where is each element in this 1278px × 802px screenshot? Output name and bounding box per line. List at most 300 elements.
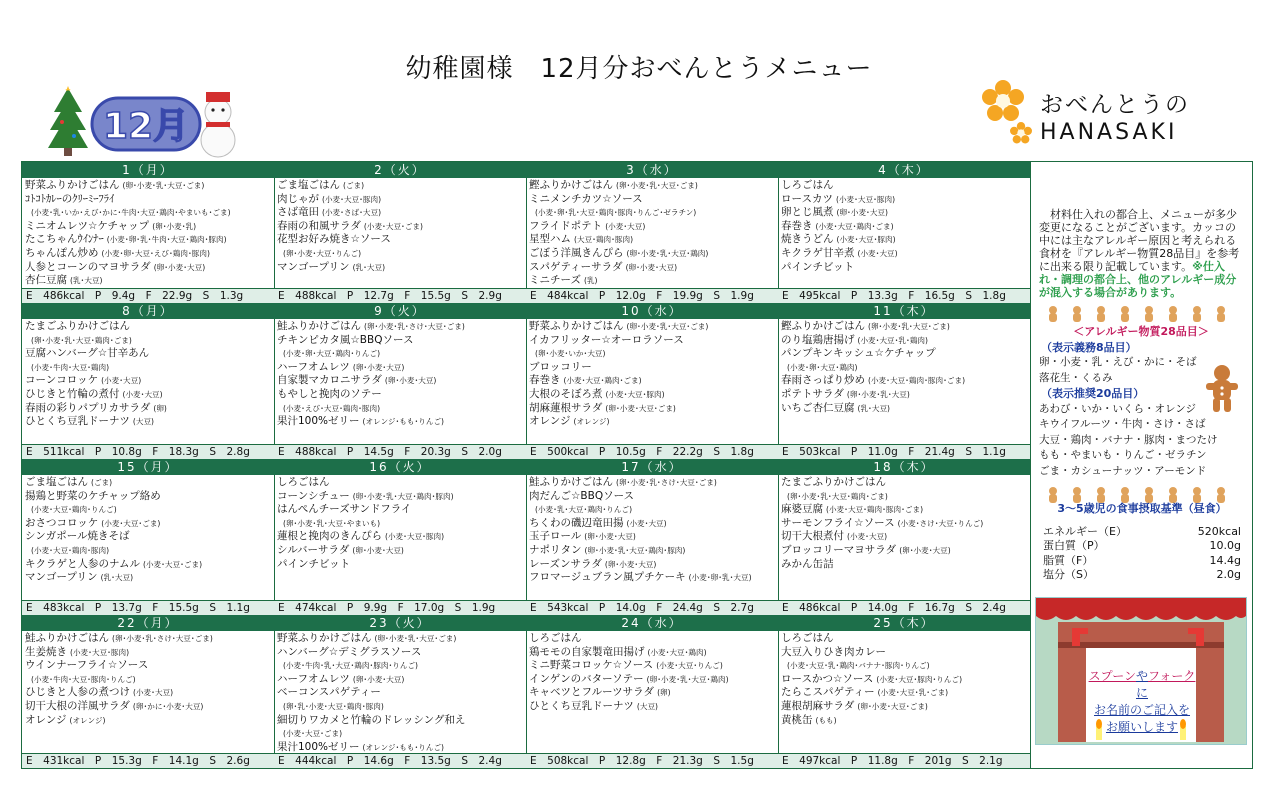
- dish-name: 杏仁豆腐: [25, 274, 67, 287]
- dish-name: ひじきと人参の煮つけ: [25, 686, 130, 699]
- allergen-note: (卵･小麦･乳): [152, 221, 197, 231]
- dish-name: いちご杏仁豆腐: [781, 401, 855, 414]
- menu-item: [25, 686, 274, 700]
- menu-items: [22, 631, 274, 727]
- menu-item: [781, 544, 1030, 558]
- dish-name: キクラゲ甘辛煮: [781, 246, 855, 259]
- dish-name: インゲンのバターソテー: [529, 672, 644, 685]
- recommended-line-3: 大豆・鶏肉・バナナ・豚肉・まつたけ: [1039, 433, 1218, 446]
- menu-item: [25, 714, 274, 728]
- menu-item: [277, 558, 526, 572]
- menu-item: [25, 632, 274, 646]
- nutrition-row: E 474kcal P 9.9g F 17.0g S 1.9g: [274, 600, 526, 615]
- menu-item: [277, 233, 526, 247]
- menu-item: [529, 476, 778, 490]
- allergen-note: (もも): [815, 715, 837, 725]
- menu-item: [781, 632, 1030, 646]
- dish-name: ポテトサラダ: [781, 387, 844, 400]
- allergen-note: (小麦･大豆･豚肉): [322, 194, 382, 204]
- menu-item: [25, 530, 274, 544]
- menu-item: [277, 646, 526, 660]
- menu-item: [277, 632, 526, 646]
- menu-item: [781, 233, 1030, 247]
- allergen-note: (乳): [583, 276, 598, 286]
- menu-item: [25, 476, 274, 490]
- menu-item: [277, 673, 526, 687]
- recommended-line-2: キウイフルーツ・牛肉・さけ・さば: [1039, 418, 1206, 430]
- allergen-note: (小麦･大豆･豚肉): [70, 647, 130, 657]
- allergen-note: (卵･小麦･大豆): [625, 262, 678, 272]
- menu-item: [25, 558, 274, 572]
- dish-name: マンゴープリン: [277, 260, 350, 273]
- menu-item: [781, 558, 1030, 572]
- menu-item: [529, 247, 778, 261]
- dish-name: ちゃんぽん炒め: [25, 246, 99, 259]
- badge-text: 12月: [102, 106, 190, 147]
- menu-item: [781, 206, 1030, 220]
- menu-item: [25, 233, 274, 247]
- menu-item: [781, 193, 1030, 207]
- day-cell: [22, 162, 275, 303]
- allergen-note: (小麦･大豆･鶏肉･豚肉･ごま): [868, 376, 966, 386]
- nutrition-row: E 486kcal P 9.4g F 22.9g S 1.3g: [22, 288, 274, 303]
- menu-item: [25, 646, 274, 660]
- notice-warning: ※仕入れ・調理の都合上、他のアレルギー成分が混入する場合があります。: [1039, 260, 1237, 299]
- menu-item: [277, 261, 526, 275]
- dish-name: しろごはん: [781, 179, 834, 191]
- allergen-note: (小麦･卵･大豆･鶏肉･りんご): [283, 349, 381, 359]
- allergen-note: (小麦･大豆･ごま): [142, 559, 203, 569]
- dish-name: ベーコンスパゲティー: [277, 686, 381, 699]
- day-cell: [274, 459, 527, 615]
- menu-item: [781, 374, 1030, 388]
- dish-name: コーンシチュー: [277, 489, 350, 502]
- menu-item: [781, 388, 1030, 402]
- day-header: 2（火）: [274, 162, 526, 178]
- dish-name: 野菜ふりかけごはん: [529, 320, 624, 332]
- allergen-note: (卵･小麦･大豆･りんご): [283, 248, 362, 258]
- menu-item: [25, 415, 274, 429]
- dish-name: オレンジ: [529, 415, 571, 428]
- menu-items: [274, 178, 526, 274]
- dish-name: ｺﾄｺﾄｶﾚｰのｸﾘｰﾐｰﾌﾗｲ: [25, 192, 115, 205]
- menu-item: [781, 646, 1030, 660]
- menu-item: [781, 686, 1030, 700]
- allergen-note: (小麦･大豆･ごま): [363, 221, 423, 231]
- allergen-note: (卵･小麦･乳･大豆･ごま): [122, 181, 205, 190]
- menu-item: [529, 320, 778, 334]
- menu-grid: [21, 161, 1031, 769]
- allergen-note: (オレンジ): [573, 417, 610, 427]
- dish-name: ごま塩ごはん: [277, 179, 340, 191]
- allergen-note: (卵･小麦･乳･大豆･鶏肉･ごま): [31, 335, 132, 345]
- allergen-note: (小麦･大豆): [133, 688, 174, 698]
- day-header: 18（木）: [778, 459, 1030, 475]
- dish-name: 春巻き: [529, 374, 561, 387]
- allergen-note: (卵･小麦･大豆): [352, 545, 404, 555]
- menu-item: [277, 374, 526, 388]
- day-cell: [526, 303, 779, 459]
- dish-name: 野菜ふりかけごはん: [25, 179, 120, 191]
- menu-item: [781, 347, 1030, 361]
- allergen-note: (小麦･えび･大豆･鶏肉･豚肉): [283, 403, 381, 413]
- menu-item: [781, 476, 1030, 490]
- allergen-note: (卵･小麦･乳･さけ･大豆･ごま): [616, 478, 717, 487]
- dish-name: 鰹ふりかけごはん: [529, 179, 613, 191]
- flower-small-icon: [1010, 122, 1032, 144]
- nutrition-row: E 500kcal P 10.5g F 22.2g S 1.8g: [526, 444, 778, 459]
- dish-name: 春雨の和風サラダ: [277, 219, 361, 232]
- dish-name: オレンジ: [25, 713, 67, 726]
- dish-name: しろごはん: [529, 632, 582, 644]
- dish-name: 星型ハム: [529, 233, 571, 246]
- menu-item: [25, 490, 274, 504]
- dish-name: 鮭ふりかけごはん: [529, 476, 613, 488]
- menu-item: [781, 220, 1030, 234]
- day-header: 9（火）: [274, 303, 526, 319]
- dish-name: みかん缶詰: [781, 557, 834, 570]
- day-cell: [526, 615, 779, 768]
- allergen-note: (小麦･卵･乳･大豆): [688, 573, 752, 583]
- dish-name: 切干大根煮付: [781, 530, 844, 543]
- logo-line1: おべんとうの: [1040, 92, 1190, 118]
- day-header: 10（水）: [526, 303, 778, 319]
- allergen-note: (卵･小麦･乳･大豆･やまいも): [283, 518, 381, 528]
- menu-item: [529, 530, 778, 544]
- allergen-note: (小麦･大豆･鶏肉･りんご): [31, 505, 117, 515]
- menu-items: [526, 631, 778, 714]
- allergen-note: (卵･小麦･大豆): [352, 362, 405, 372]
- menu-item: [25, 220, 274, 234]
- menu-item: [529, 686, 778, 700]
- menu-item: [25, 700, 274, 714]
- info-panel: [1029, 161, 1253, 769]
- dish-name: コーンコロッケ: [25, 374, 99, 387]
- menu-items: [22, 475, 274, 585]
- notice-text: 材料仕入れの都合上、メニューが多少変更になることがございます。カッコの中には主なアレルギー原因と考えられる食材を『アレルギー物質28品目』を参考に出来る限り記載しています。: [1039, 208, 1240, 273]
- allergen-note: (乳･大豆): [100, 573, 134, 583]
- allergen-note: (卵･小麦･乳･さけ･大豆･ごま): [364, 322, 465, 331]
- recommended-line-5: ごま・カシューナッツ・アーモンド: [1039, 464, 1207, 477]
- menu-item: [25, 374, 274, 388]
- dish-name: ごま塩ごはん: [25, 476, 88, 488]
- menu-items: [274, 475, 526, 571]
- menu-item: [529, 517, 778, 531]
- menu-item: [529, 700, 778, 714]
- allergen-note: (小麦･大豆･鶏肉･ごま): [815, 221, 894, 231]
- nutrition-row: E 511kcal P 10.8g F 18.3g S 2.8g: [22, 444, 274, 459]
- allergen-note: (小麦･乳･大豆･鶏肉･りんご): [535, 505, 633, 515]
- intake-title: 3～5歳児の食事摂取基準（昼食）: [1057, 502, 1227, 515]
- dish-name: ミニメンチカツ☆ソース: [529, 192, 643, 205]
- menu-item: [781, 714, 1030, 728]
- menu-item: [25, 347, 274, 361]
- dish-name: 果汁100%ゼリー: [277, 415, 360, 428]
- menu-item: [529, 632, 778, 646]
- menu-item: [277, 220, 526, 234]
- page-title: 幼稚園様 12月分おべんとうメニュー: [405, 54, 873, 84]
- nutrition-row: E 488kcal P 14.5g F 20.3g S 2.0g: [274, 444, 526, 459]
- nutrition-row: E 508kcal P 12.8g F 21.3g S 1.5g: [526, 753, 778, 768]
- menu-items: [526, 319, 778, 429]
- day-cell: [22, 303, 275, 459]
- menu-item: [529, 261, 778, 275]
- allergen-note: (小麦･卵･乳･大豆･鶏肉･豚肉･りんご･ゼラチン): [535, 208, 697, 218]
- allergen-note: (小麦･大豆): [101, 376, 142, 386]
- dish-name: たまごふりかけごはん: [781, 476, 886, 488]
- menu-item: [277, 415, 526, 429]
- logo-line2: HANASAKI: [1040, 120, 1178, 145]
- nutrition-row: E 444kcal P 14.6g F 13.5g S 2.4g: [274, 753, 526, 768]
- dish-name: シンガポール焼きそば: [25, 530, 130, 543]
- menu-item: [529, 193, 778, 207]
- menu-item: [529, 334, 778, 348]
- nutrition-row: E 497kcal P 11.8g F 201g S 2.1g: [778, 753, 1030, 768]
- menu-item: [277, 476, 526, 490]
- allergen-note: (小麦･大豆･鶏肉): [647, 647, 707, 657]
- dish-name: もやしと挽肉のソテー: [277, 387, 382, 400]
- mandatory-title: （表示義務8品目）: [1041, 340, 1137, 354]
- day-cell: [778, 615, 1030, 768]
- allergen-note: (卵･小麦･乳･大豆･ごま): [626, 322, 709, 331]
- dish-name: しろごはん: [781, 632, 834, 644]
- intake-row: 塩分（S） 2.0g: [1043, 568, 1241, 581]
- dish-name: ロースカツ: [781, 192, 833, 205]
- allergen-note: (卵･小麦･大豆): [584, 532, 636, 542]
- day-cell: [778, 303, 1030, 459]
- hanasaki-logo: [982, 80, 1222, 150]
- dish-name: ひじきと竹輪の煮付: [25, 387, 120, 400]
- menu-item: [781, 700, 1030, 714]
- snowman-icon: [201, 92, 235, 157]
- allergen-note: (小麦･大豆): [847, 532, 888, 542]
- menu-item: [277, 490, 526, 504]
- day-header: 3（水）: [526, 162, 778, 178]
- allergen-note: (小麦･大豆･豚肉･りんご): [876, 674, 963, 684]
- dish-name: 生姜焼き: [25, 645, 67, 658]
- allergen-note: (小麦･大豆･乳･ごま): [877, 688, 949, 698]
- allergen-note: (小麦･卵･大豆･鶏肉): [787, 362, 858, 372]
- dish-name: 揚鶏と野菜のケチャップ絡め: [25, 489, 161, 502]
- allergen-note: (大豆): [132, 417, 155, 427]
- allergen-note: (卵･小麦･いか･大豆): [535, 349, 606, 359]
- dish-name: ミニ野菜コロッケ☆ソース: [529, 659, 654, 672]
- allergen-note: (卵･小麦･大豆): [604, 559, 657, 569]
- allergen-note: (オレンジ･もも･りんご): [362, 417, 445, 427]
- allergen-note: (卵･小麦･乳･大豆･鶏肉･豚肉): [584, 545, 686, 555]
- recommended-line-1: あわび・いか・いくら・オレンジ: [1039, 402, 1196, 415]
- allergen-note: (小麦･大豆): [122, 389, 163, 399]
- fireplace-poster: [1035, 597, 1247, 745]
- menu-item: [277, 361, 526, 375]
- allergen-note: (小麦･牛肉･大豆･豚肉･りんご): [31, 674, 136, 684]
- allergen-note: (小麦･大豆): [626, 518, 667, 528]
- dish-name: フライドポテト: [529, 219, 603, 232]
- dish-name: ひとくち豆乳ドーナツ: [25, 415, 130, 428]
- day-cell: [778, 459, 1030, 615]
- day-cell: [526, 162, 779, 303]
- allergen-note: (卵･乳･小麦･大豆･鶏肉･豚肉): [283, 701, 384, 711]
- dish-name: パインチビット: [781, 260, 855, 273]
- dish-name: ロースかつ☆ソース: [781, 672, 874, 685]
- allergen-note: (ごま): [91, 478, 113, 487]
- dish-name: 鶏モモの自家製竜田揚げ: [529, 645, 645, 658]
- allergen-note: (卵･小麦･乳･大豆): [846, 389, 910, 399]
- allergen-box: [1035, 304, 1247, 505]
- menu-item: [277, 503, 526, 517]
- day-cell: [22, 615, 275, 768]
- menu-item: [529, 490, 778, 504]
- dish-name: 焼きうどん: [781, 233, 834, 246]
- menu-item: [529, 374, 778, 388]
- allergen-note: (小麦･大豆･りんご): [656, 661, 723, 671]
- dish-name: 胡麻蓮根サラダ: [529, 401, 603, 414]
- allergen-note: (乳･大豆): [70, 276, 103, 286]
- allergen-note: (オレンジ･もも･りんご): [362, 742, 445, 752]
- dish-name: ひとくち豆乳ドーナツ: [529, 699, 634, 712]
- allergen-note: (小麦･さけ･大豆･りんご): [897, 518, 984, 528]
- allergen-title: ＜アレルギー物質28品目＞: [1073, 325, 1209, 338]
- allergen-note: (大豆): [636, 701, 659, 711]
- menu-item: [529, 179, 778, 193]
- dish-name: 卵とじ風煮: [781, 206, 834, 219]
- allergen-note: (小麦･大豆): [857, 248, 898, 258]
- menu-item: [529, 558, 778, 572]
- allergen-note: (小麦･大豆･鶏肉･ごま): [563, 376, 642, 386]
- nutrition-row: E 488kcal P 12.7g F 15.5g S 2.9g: [274, 288, 526, 303]
- dish-name: キャベツとフルーツサラダ: [529, 686, 655, 699]
- dish-name: マンゴープリン: [25, 571, 98, 584]
- allergen-note: (小麦･大豆･乳･鶏肉･バナナ･豚肉･りんご): [787, 661, 930, 671]
- recommended-title: （表示推奨20品目）: [1041, 387, 1145, 400]
- day-header: 1（月）: [22, 162, 274, 178]
- allergen-note: (小麦･牛肉･大豆･鶏肉): [31, 362, 110, 372]
- allergen-note: (小麦･大豆･豚肉): [385, 532, 445, 542]
- dish-name: ブロッコリーマヨサラダ: [781, 543, 897, 556]
- menu-item: [529, 388, 778, 402]
- intake-row: 脂質（F） 14.4g: [1043, 553, 1241, 567]
- menu-item: [25, 320, 274, 334]
- dish-name: はんぺんチーズサンドフライ: [277, 503, 412, 516]
- allergen-note: (卵･小麦･乳･大豆･鶏肉): [626, 248, 709, 258]
- dish-name: 蓮根と挽肉のきんぴら: [277, 530, 382, 543]
- dish-name: たまごふりかけごはん: [25, 320, 130, 332]
- allergen-note: (卵･小麦･乳･大豆･鶏肉･ごま): [787, 491, 888, 501]
- menu-item: [25, 659, 274, 673]
- day-cell: [22, 459, 275, 615]
- day-header: 15（月）: [22, 459, 274, 475]
- menu-item: [529, 220, 778, 234]
- dish-name: 鮭ふりかけごはん: [25, 632, 109, 644]
- allergen-note: (卵･かに･小麦･大豆): [132, 701, 204, 711]
- allergen-note: (卵･小麦･乳･大豆･鶏肉･豚肉): [352, 491, 454, 501]
- menu-item: [277, 388, 526, 402]
- allergen-note: (卵･小麦･乳･大豆･鶏肉): [646, 674, 729, 684]
- menu-item: [781, 517, 1030, 531]
- dish-name: おさつコロッケ: [25, 516, 99, 529]
- nutrition-row: E 495kcal P 13.3g F 16.5g S 1.8g: [778, 288, 1030, 303]
- dish-name: スパゲティーサラダ: [529, 260, 623, 273]
- allergen-note: (卵･小麦･大豆): [899, 545, 951, 555]
- dish-name: 自家製マカロニサラダ: [277, 374, 382, 387]
- december-badge: [48, 86, 238, 158]
- nutrition-row: E 503kcal P 11.0g F 21.4g S 1.1g: [778, 444, 1030, 459]
- menu-item: [277, 530, 526, 544]
- menu-item: [529, 415, 778, 429]
- intake-standard: [1037, 502, 1247, 583]
- day-cell: [526, 459, 779, 615]
- menu-item: [529, 659, 778, 673]
- menu-item: [529, 361, 778, 375]
- menu-item: [277, 544, 526, 558]
- dish-name: 鰹ふりかけごはん: [781, 320, 865, 332]
- dish-name: ミニオムレツ☆ケチャップ: [25, 219, 150, 232]
- allergen-note: (卵･小麦･乳･さけ･大豆･ごま): [112, 634, 213, 643]
- allergen-note: (小麦･大豆･豚肉): [605, 389, 665, 399]
- notice: [1039, 208, 1243, 299]
- menu-items: [274, 319, 526, 429]
- dish-name: 春雨の彩りパプリカサラダ: [25, 401, 151, 414]
- dish-name: ハンバーグ☆デミグラスソース: [277, 645, 422, 658]
- menu-items: [526, 178, 778, 288]
- dish-name: 細切りワカメと竹輪のドレッシング和え: [277, 713, 466, 726]
- menu-item: [277, 179, 526, 193]
- dish-name: 人参とコーンのマヨサラダ: [25, 260, 151, 273]
- dish-name: ナポリタン: [529, 543, 582, 556]
- flower-icon: [982, 80, 1024, 122]
- dish-name: ミニチーズ: [529, 274, 581, 287]
- allergen-note: (卵･小麦･大豆･ごま): [857, 701, 928, 711]
- dish-name: 大根のそぼろ煮: [529, 387, 603, 400]
- menu-item: [781, 320, 1030, 334]
- day-cell: [274, 303, 527, 459]
- dish-name: 果汁100%ゼリー: [277, 740, 360, 753]
- intake-row: エネルギー（E） 520kcal: [1043, 524, 1241, 538]
- allergen-note: (小麦･大豆･豚肉): [836, 235, 896, 245]
- allergen-note: (ごま): [343, 181, 365, 190]
- menu-item: [781, 261, 1030, 275]
- dish-name: 切干大根の洋風サラダ: [25, 699, 130, 712]
- menu-item: [25, 193, 274, 207]
- dish-name: パインチビット: [277, 557, 351, 570]
- menu-item: [25, 517, 274, 531]
- dish-name: 花型お好み焼き☆ソース: [277, 233, 391, 246]
- allergen-note: (卵): [153, 403, 167, 413]
- menu-item: [529, 571, 778, 585]
- menu-items: [778, 319, 1030, 415]
- menu-item: [529, 544, 778, 558]
- allergen-note: (オレンジ): [69, 715, 106, 725]
- dish-name: ちくわの磯辺竜田揚: [529, 516, 624, 529]
- dish-name: 春巻き: [781, 219, 813, 232]
- menu-item: [25, 388, 274, 402]
- menu-item: [25, 274, 274, 288]
- dish-name: パンプキンキッシュ☆ケチャップ: [781, 347, 936, 360]
- dish-name: さば竜田: [277, 206, 319, 219]
- dish-name: 春雨さっぱり炒め: [781, 374, 865, 387]
- allergen-note: (小麦･大豆･ごま): [101, 518, 161, 528]
- mandatory-line-1: 卵・小麦・乳・えび・かに・そば: [1039, 356, 1197, 368]
- menu-item: [529, 402, 778, 416]
- christmas-tree-icon: [48, 86, 88, 156]
- day-header: 22（月）: [22, 615, 274, 631]
- intake-row: 蛋白質（P） 10.0g: [1043, 539, 1241, 552]
- dish-name: ウインナーフライ☆ソース: [25, 659, 149, 672]
- nutrition-row: E 484kcal P 12.0g F 19.9g S 1.9g: [526, 288, 778, 303]
- gingerbread-large-icon: [1205, 364, 1239, 414]
- gingerbread-row-icon: [1043, 304, 1243, 324]
- dish-name: ごぼう洋風きんぴら: [529, 246, 624, 259]
